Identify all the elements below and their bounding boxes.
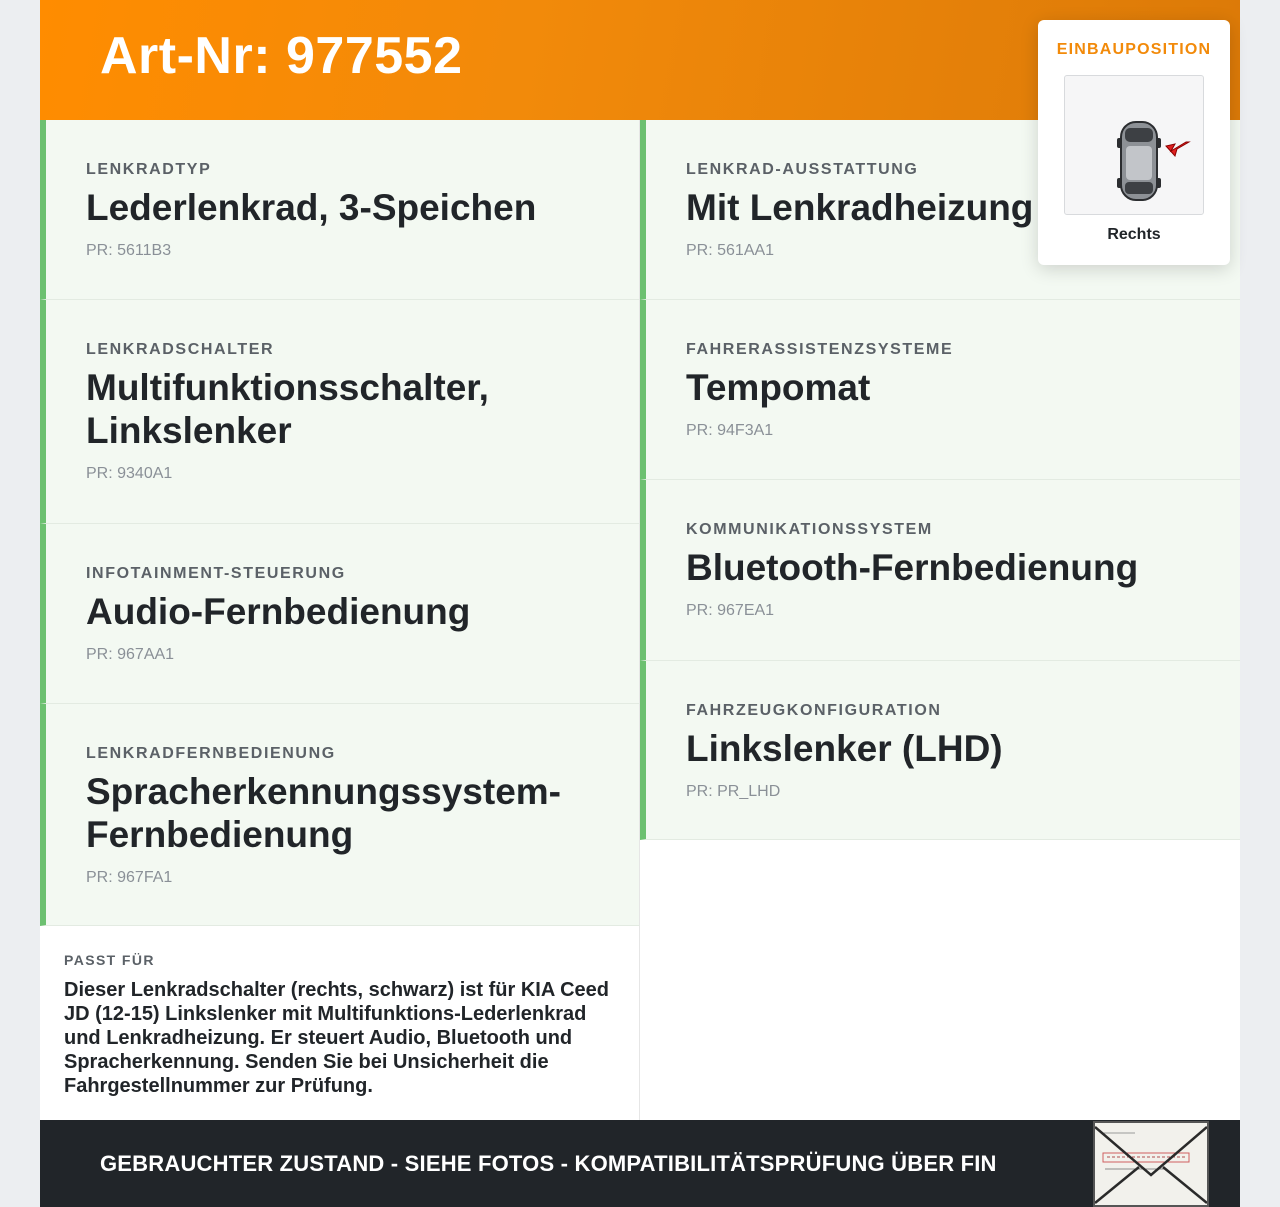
footer-message: GEBRAUCHTER ZUSTAND - SIEHE FOTOS - KOMPATIBILITÄTSPRÜFUNG ÜBER FIN [100, 1151, 997, 1176]
spec-pr-code: PR: 967EA1 [686, 602, 775, 619]
spec-label: KOMMUNIKATIONSSYSTEM [686, 521, 933, 538]
spec-value: Linkslenker (LHD) [686, 728, 1003, 769]
spec-value: Bluetooth-Fernbedienung [686, 547, 1139, 588]
spec-label: INFOTAINMENT-STEUERUNG [86, 565, 346, 582]
spec-label: FAHRERASSISTENZSYSTEME [686, 341, 954, 358]
install-position-value: Rechts [1107, 226, 1161, 243]
envelope-graphic [1095, 1123, 1207, 1205]
spec-pr-code: PR: 967AA1 [86, 646, 175, 663]
spec-card-steering-wheel-type [40, 120, 640, 300]
car-top-view-icon [1065, 76, 1203, 214]
footer-bar [40, 1120, 1240, 1207]
fits-for-description: Dieser Lenkradschalter (rechts, schwarz) ist für KIA Ceed JD (12-15) Linkslenker mit Multifunktions-Lederlenkrad und Lenkradheizung. Er steuert Audio, Bluetooth und Spracherkennung. Senden Sie bei Unsicherheit die Fahrgestellnummer zur Prüfung. [64, 979, 609, 1097]
spec-value: Lederlenkrad, 3-Speichen [86, 187, 537, 228]
spec-pr-code: PR: 94F3A1 [686, 422, 774, 439]
spec-pr-code: PR: 9340A1 [86, 465, 173, 482]
install-position-thumbnail[interactable] [1064, 75, 1204, 215]
spec-label: LENKRADSCHALTER [86, 341, 275, 358]
spec-pr-code: PR: 561AA1 [686, 242, 775, 259]
spec-value: Multifunktionsschalter, Linkslenker [86, 367, 489, 451]
left-column [40, 120, 640, 926]
install-position-popup [1038, 20, 1230, 265]
spec-pr-code: PR: PR_LHD [686, 783, 781, 800]
spec-value: Mit Lenkradheizung [686, 187, 1034, 228]
fits-for-section [40, 926, 640, 1120]
spec-value: Spracherkennungssystem-Fernbedienung [86, 771, 562, 855]
spec-card-steering-remote [40, 704, 640, 926]
article-number-title: Art-Nr: 977552 [100, 27, 463, 85]
spec-card-communication [640, 480, 1240, 661]
spec-card-steering-switch [40, 300, 640, 524]
spec-label: FAHRZEUGKONFIGURATION [686, 702, 942, 719]
spec-card-vehicle-config [640, 661, 1240, 840]
envelope-icon [1093, 1121, 1209, 1207]
install-position-title: EINBAUPOSITION [1056, 41, 1212, 58]
spec-label: LENKRADTYP [86, 161, 212, 178]
fits-for-label: PASST FÜR [64, 952, 155, 968]
spec-pr-code: PR: 967FA1 [86, 869, 173, 886]
spec-label: LENKRAD-AUSSTATTUNG [686, 161, 919, 178]
spec-card-infotainment-control [40, 524, 640, 704]
red-arrow-icon [1166, 142, 1189, 156]
spec-value: Audio-Fernbedienung [86, 591, 471, 632]
spec-value: Tempomat [686, 367, 871, 408]
spec-label: LENKRADFERNBEDIENUNG [86, 745, 336, 762]
spec-card-driver-assistance [640, 300, 1240, 480]
spec-pr-code: PR: 5611B3 [86, 242, 172, 259]
